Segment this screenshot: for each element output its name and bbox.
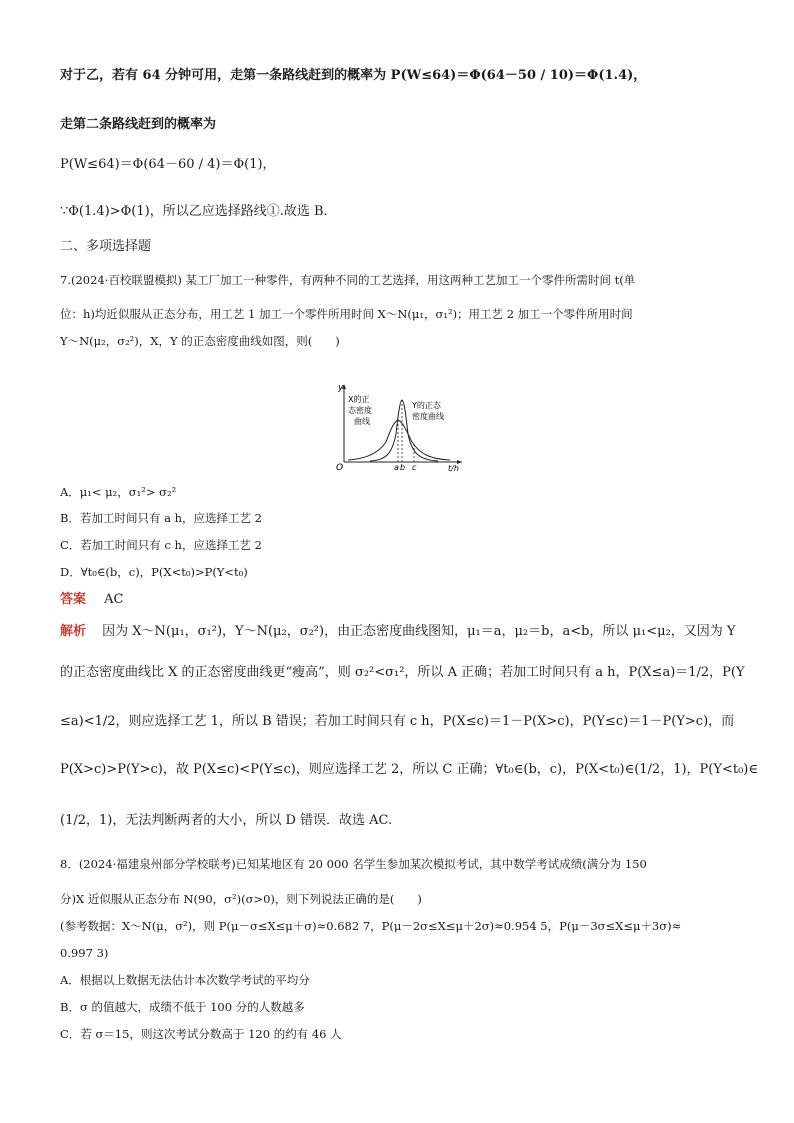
question-7-line-1: 7.(2024·百校联盟模拟) 某工厂加工一种零件，有两种不同的工艺选择，用这两种工艺加工一个零件所需时间 t(单: [60, 273, 636, 287]
explanation-line-4: P(X>c)>P(Y>c)，故 P(X≤c)<P(Y≤c)，则应选择工艺 2，所以 C 正确；∀t₀∈(b，c)，P(X<t₀)∈(1/2，1)，P(Y<t₀)∈: [60, 762, 758, 777]
question-7-line-3: Y～N(μ₂，σ₂²)，X，Y 的正态密度曲线如图，则( ): [60, 334, 340, 348]
question-8-line-1: 8．(2024·福建泉州部分学校联考)已知某地区有 20 000 名学生参加某次模拟考试，其中数学考试成绩(满分为 150: [60, 857, 647, 871]
x-curve-label-1: X的正: [348, 395, 370, 404]
y-curve-label-1: Y的正态: [412, 401, 441, 410]
explanation-label: 解析: [60, 624, 87, 639]
question-8-line-3: (参考数据：X～N(μ，σ²)，则 P(μ－σ≤X≤μ＋σ)≈0.682 7，P(μ－2σ≤X≤μ＋2σ)≈0.954 5，P(μ－3σ≤X≤μ＋3σ)≈: [60, 919, 682, 933]
x-axis-label: t/h: [448, 464, 459, 472]
explanation-text-1: 因为 X～N(μ₁，σ₁²)，Y～N(μ₂，σ₂²)，由正态密度曲线图知，μ₁＝a，μ₂＝b，a<b，所以 μ₁<μ₂，又因为 Y: [102, 624, 736, 639]
answer-value: AC: [104, 592, 124, 607]
explanation-line-5: (1/2，1)，无法判断两者的大小，所以 D 错误．故选 AC.: [60, 813, 393, 828]
x-density-curve: [348, 420, 450, 460]
section-heading: 二、多项选择题: [60, 239, 152, 254]
density-curves-svg: [330, 380, 470, 472]
answer-label: 答案: [60, 592, 87, 607]
tick-a-label: a: [394, 463, 399, 472]
explanation-line-1: [60, 622, 754, 642]
question-7-line-2: 位：h)均近似服从正态分布，用工艺 1 加工一个零件所用时间 X～N(μ₁，σ₁²)；用工艺 2 加工一个零件所用时间: [60, 307, 633, 321]
answer-row: [60, 590, 754, 610]
question-8-option-a: A．根据以上数据无法估计本次数学考试的平均分: [60, 973, 310, 987]
x-curve-label-3: 曲线: [354, 417, 370, 426]
question-8-line-2: 分)X 近似服从正态分布 N(90，σ²)(σ>0)，则下列说法正确的是( ): [60, 892, 422, 906]
explanation-line-3: ≤a)<1/2，则应选择工艺 1，所以 B 错误；若加工时间只有 c h，P(X≤c)＝1－P(X>c)，P(Y≤c)＝1－P(Y>c)，而: [60, 714, 735, 729]
option-b: B．若加工时间只有 a h，应选择工艺 2: [60, 511, 262, 525]
formula-line: P(W≤64)＝Φ(64－60 / 4)＝Φ(1)，: [60, 157, 276, 172]
option-a: A．μ₁< μ₂，σ₁²> σ₂²: [60, 485, 177, 499]
explanation-line-2: 的正态密度曲线比 X 的正态密度曲线更“瘦高”，则 σ₂²<σ₁²，所以 A 正确；若加工时间只有 a h，P(X≤a)＝1/2，P(Y: [60, 665, 745, 680]
solution-text-line-1: 对于乙，若有 64 分钟可用，走第一条路线赶到的概率为 P(W≤64)＝Φ(64－50 / 10)＝Φ(1.4)，: [60, 68, 647, 83]
tick-c-label: c: [412, 463, 417, 472]
x-curve-label-2: 态密度: [348, 406, 372, 415]
tick-b-label: b: [400, 463, 406, 472]
option-c: C．若加工时间只有 c h，应选择工艺 2: [60, 538, 262, 552]
origin-label: O: [336, 463, 344, 472]
question-8-option-b: B．σ 的值越大，成绩不低于 100 分的人数越多: [60, 1000, 305, 1014]
question-8-option-c: C．若 σ＝15，则这次考试分数高于 120 的约有 46 人: [60, 1027, 342, 1041]
question-8-line-4: 0.997 3): [60, 946, 109, 960]
y-curve-label-2: 密度曲线: [412, 412, 444, 421]
conclusion-line: ∵Φ(1.4)>Φ(1)，所以乙应选择路线①.故选 B.: [60, 204, 328, 219]
solution-text-line-2: 走第二条路线赶到的概率为: [60, 117, 217, 132]
option-d: D．∀t₀∈(b，c)，P(X<t₀)>P(Y<t₀): [60, 565, 248, 579]
normal-density-figure: [330, 380, 470, 472]
y-axis-label: y: [338, 383, 344, 393]
